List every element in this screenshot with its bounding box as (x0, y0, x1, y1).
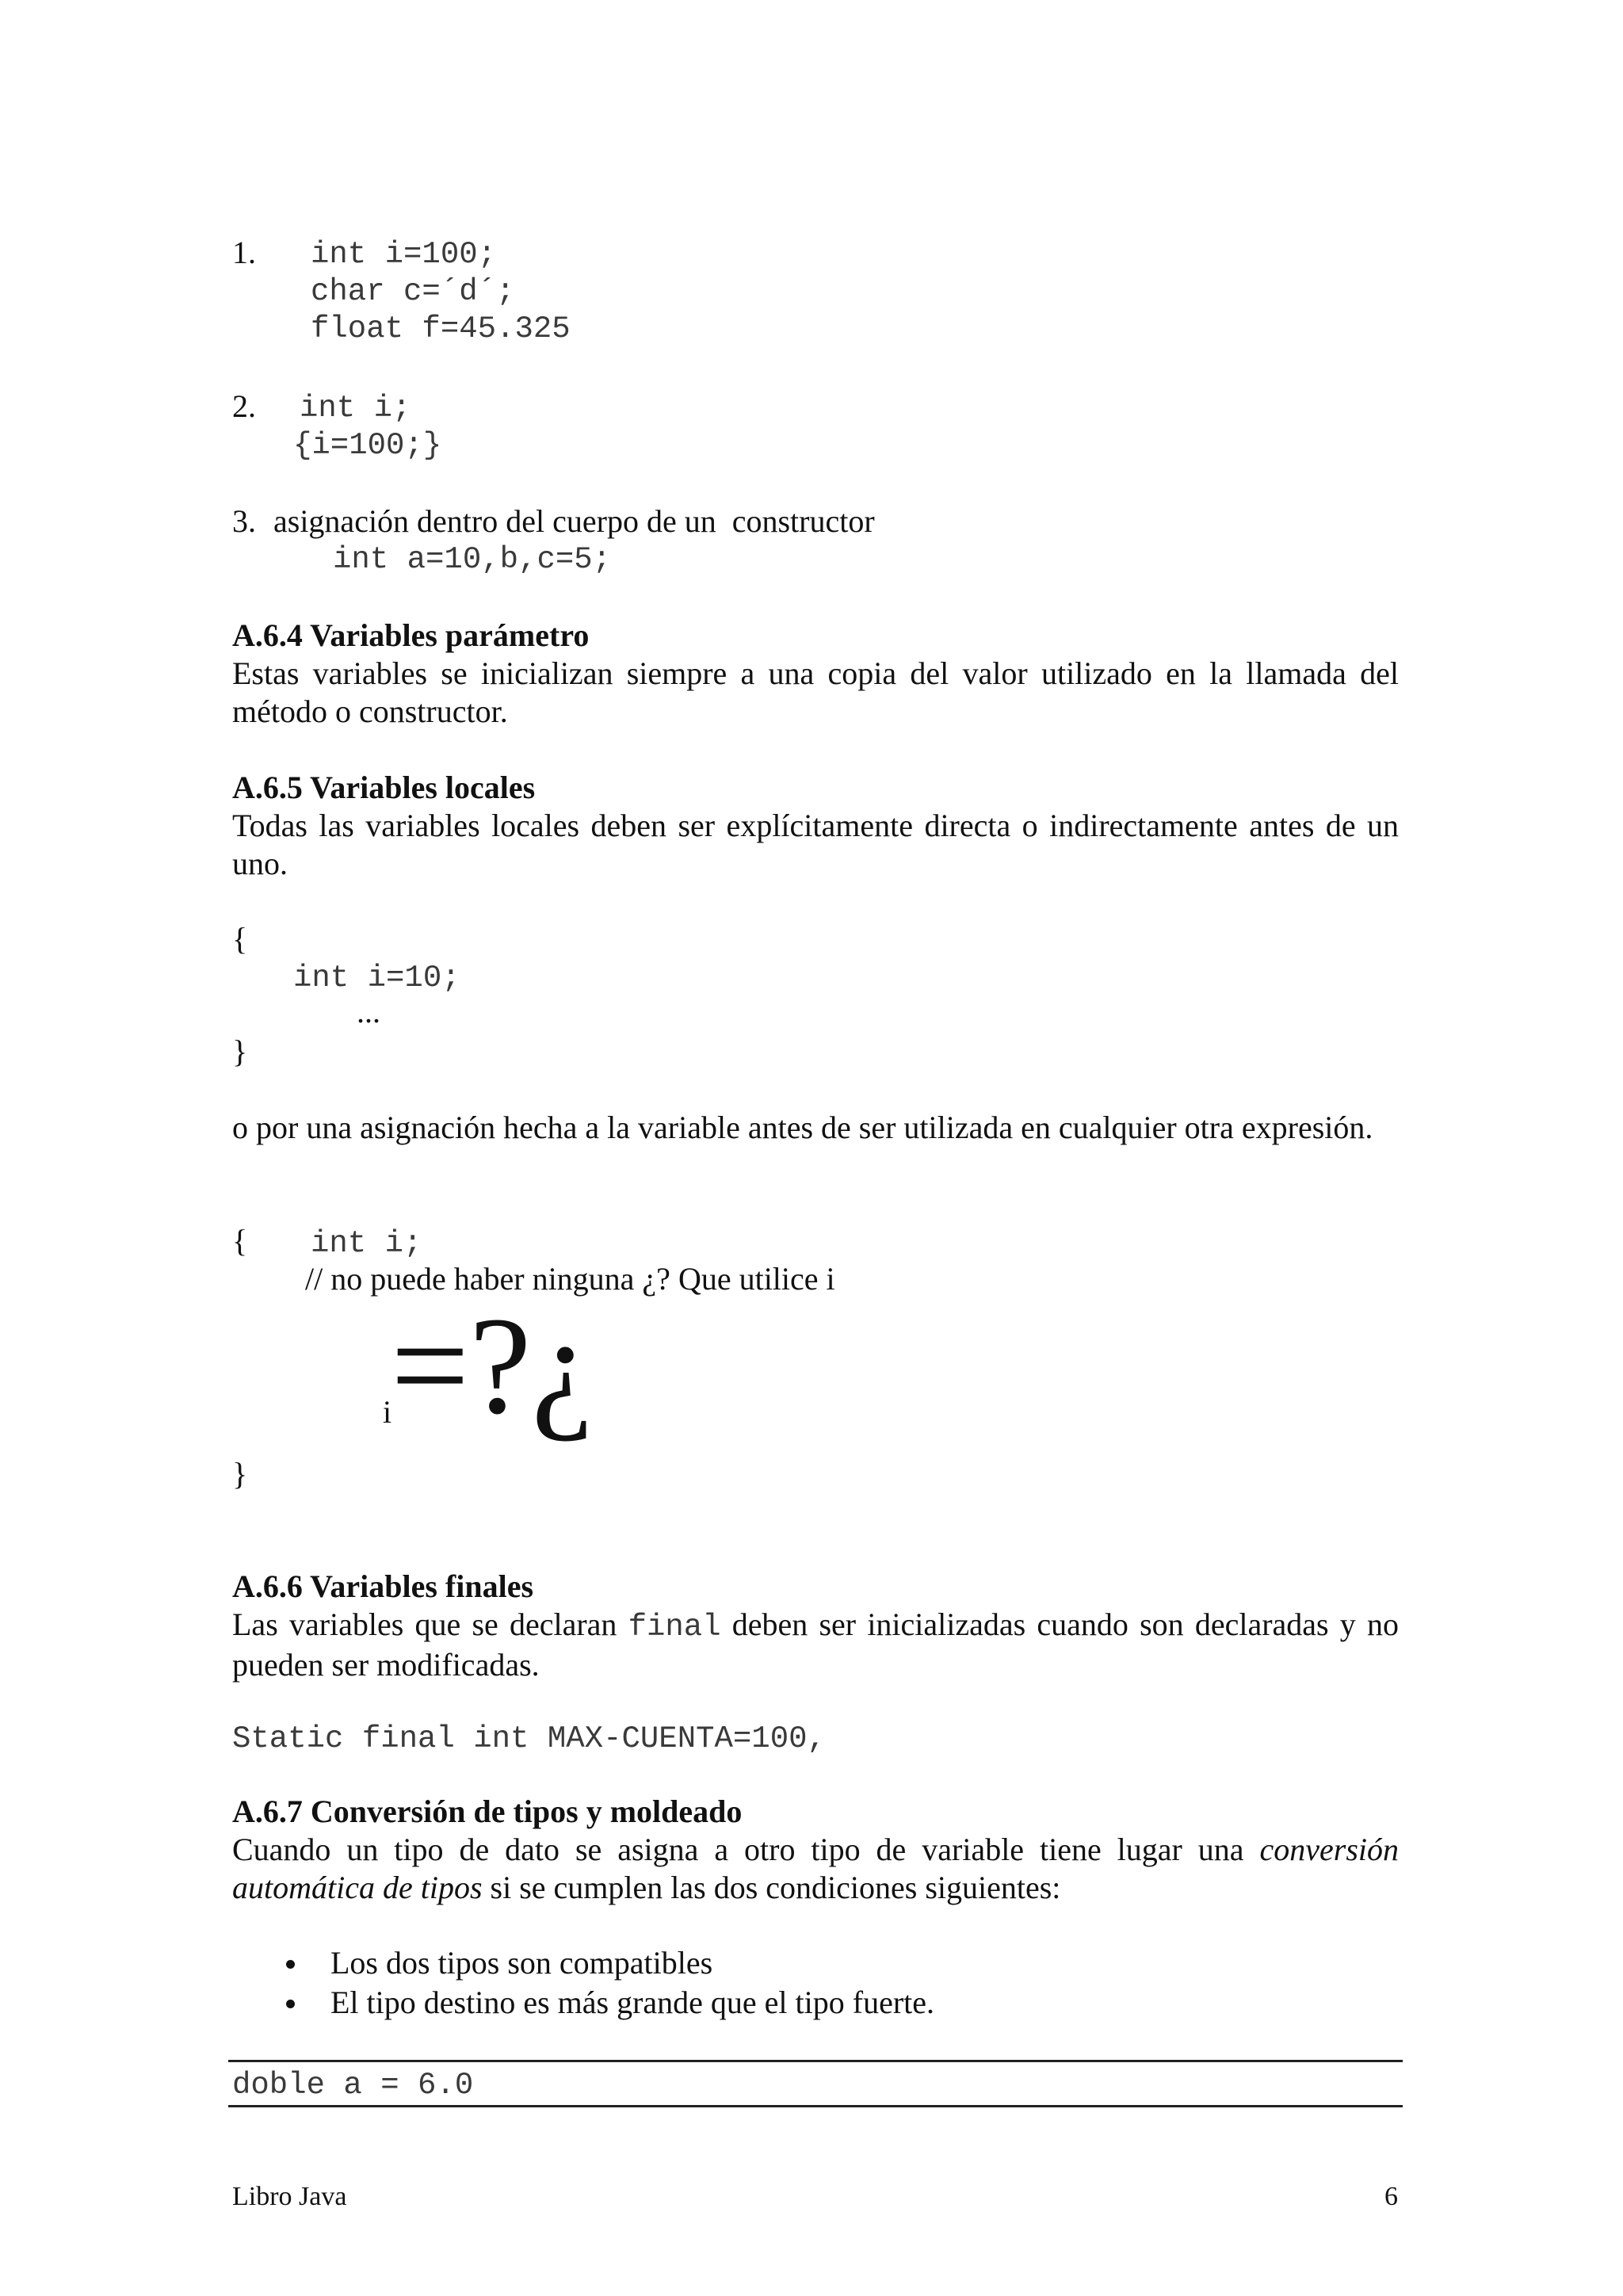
code-line: {i=100;} (293, 428, 442, 463)
section-heading-a65: A.6.5 Variables locales (232, 770, 536, 805)
section-heading-a66: A.6.6 Variables finales (232, 1568, 534, 1604)
bullet-list (232, 1944, 934, 2023)
list-item-text: El tipo destino es más grande que el tipo fuerte. (330, 1985, 935, 2020)
section-body-a66-text: deben ser inicializadas cuando son declaradas y no pueden ser modificadas. (232, 1606, 1399, 1683)
code-line: int i=10; (293, 961, 460, 995)
code-line: int i=100; (311, 237, 497, 272)
code-brace-close: } (232, 1033, 248, 1069)
section-body-a65-continued: o por una asignación hecha a la variable antes de ser utilizada en cualquier otra expresión. (232, 1110, 1373, 1145)
list-item-3-text: asignación dentro del cuerpo de un constructor (273, 503, 875, 539)
code-box-line: doble a = 6.0 (232, 2068, 474, 2103)
section-heading-a67: A.6.7 Conversión de tipos y moldeado (232, 1794, 743, 1829)
code-ellipsis: ... (357, 994, 380, 1030)
small-i-label: i (383, 1394, 392, 1430)
list-item (232, 1944, 934, 1984)
list-number-3: 3. (232, 503, 256, 539)
code-brace-open: { (232, 921, 248, 957)
bullet-icon (286, 1960, 295, 1969)
code-comment: // no puede haber ninguna ¿? Que utilice i (305, 1261, 835, 1297)
code-line: int a=10,b,c=5; (333, 542, 612, 577)
code-box-top-rule (228, 2060, 1403, 2062)
code-line: Static final int MAX-CUENTA=100, (232, 1721, 826, 1756)
code-box-bottom-rule (228, 2105, 1403, 2107)
section-body-a64: Estas variables se inicializan siempre a una copia del valor utilizado en la llamada del método o constructor. (232, 655, 1399, 729)
code-line: char c=´d´; (311, 274, 515, 309)
list-item (232, 1984, 934, 2023)
code-brace-open: { (232, 1223, 248, 1259)
section-body-a67 (232, 1831, 1399, 1907)
section-body-a66-text: Las variables que se declaran (232, 1606, 628, 1642)
inline-code-final: final (628, 1610, 721, 1645)
code-line: float f=45.325 (311, 311, 571, 346)
list-number-2: 2. (232, 388, 256, 424)
italic-term: conversión automática de tipos (232, 1832, 1399, 1905)
footer-page-number: 6 (1384, 2182, 1398, 2211)
bullet-icon (286, 2000, 295, 2008)
section-body-a65: Todas las variables locales deben ser explícitamente directa o indirectamente antes de un uno. (232, 808, 1399, 881)
code-line: int i; (311, 1226, 422, 1261)
code-brace-close: } (232, 1456, 248, 1492)
large-symbols: =?¿ (391, 1289, 594, 1443)
list-number-1: 1. (232, 235, 256, 270)
list-item-text: Los dos tipos son compatibles (330, 1945, 713, 1981)
section-body-a66 (232, 1606, 1399, 1684)
code-line: int i; (300, 391, 411, 426)
section-body-a67-text: si se cumplen las dos condiciones siguientes: (482, 1870, 1061, 1905)
section-body-a67-text: Cuando un tipo de dato se asigna a otro tipo de variable tiene lugar una (232, 1832, 1260, 1867)
section-heading-a64: A.6.4 Variables parámetro (232, 617, 590, 653)
footer-left: Libro Java (232, 2182, 347, 2211)
